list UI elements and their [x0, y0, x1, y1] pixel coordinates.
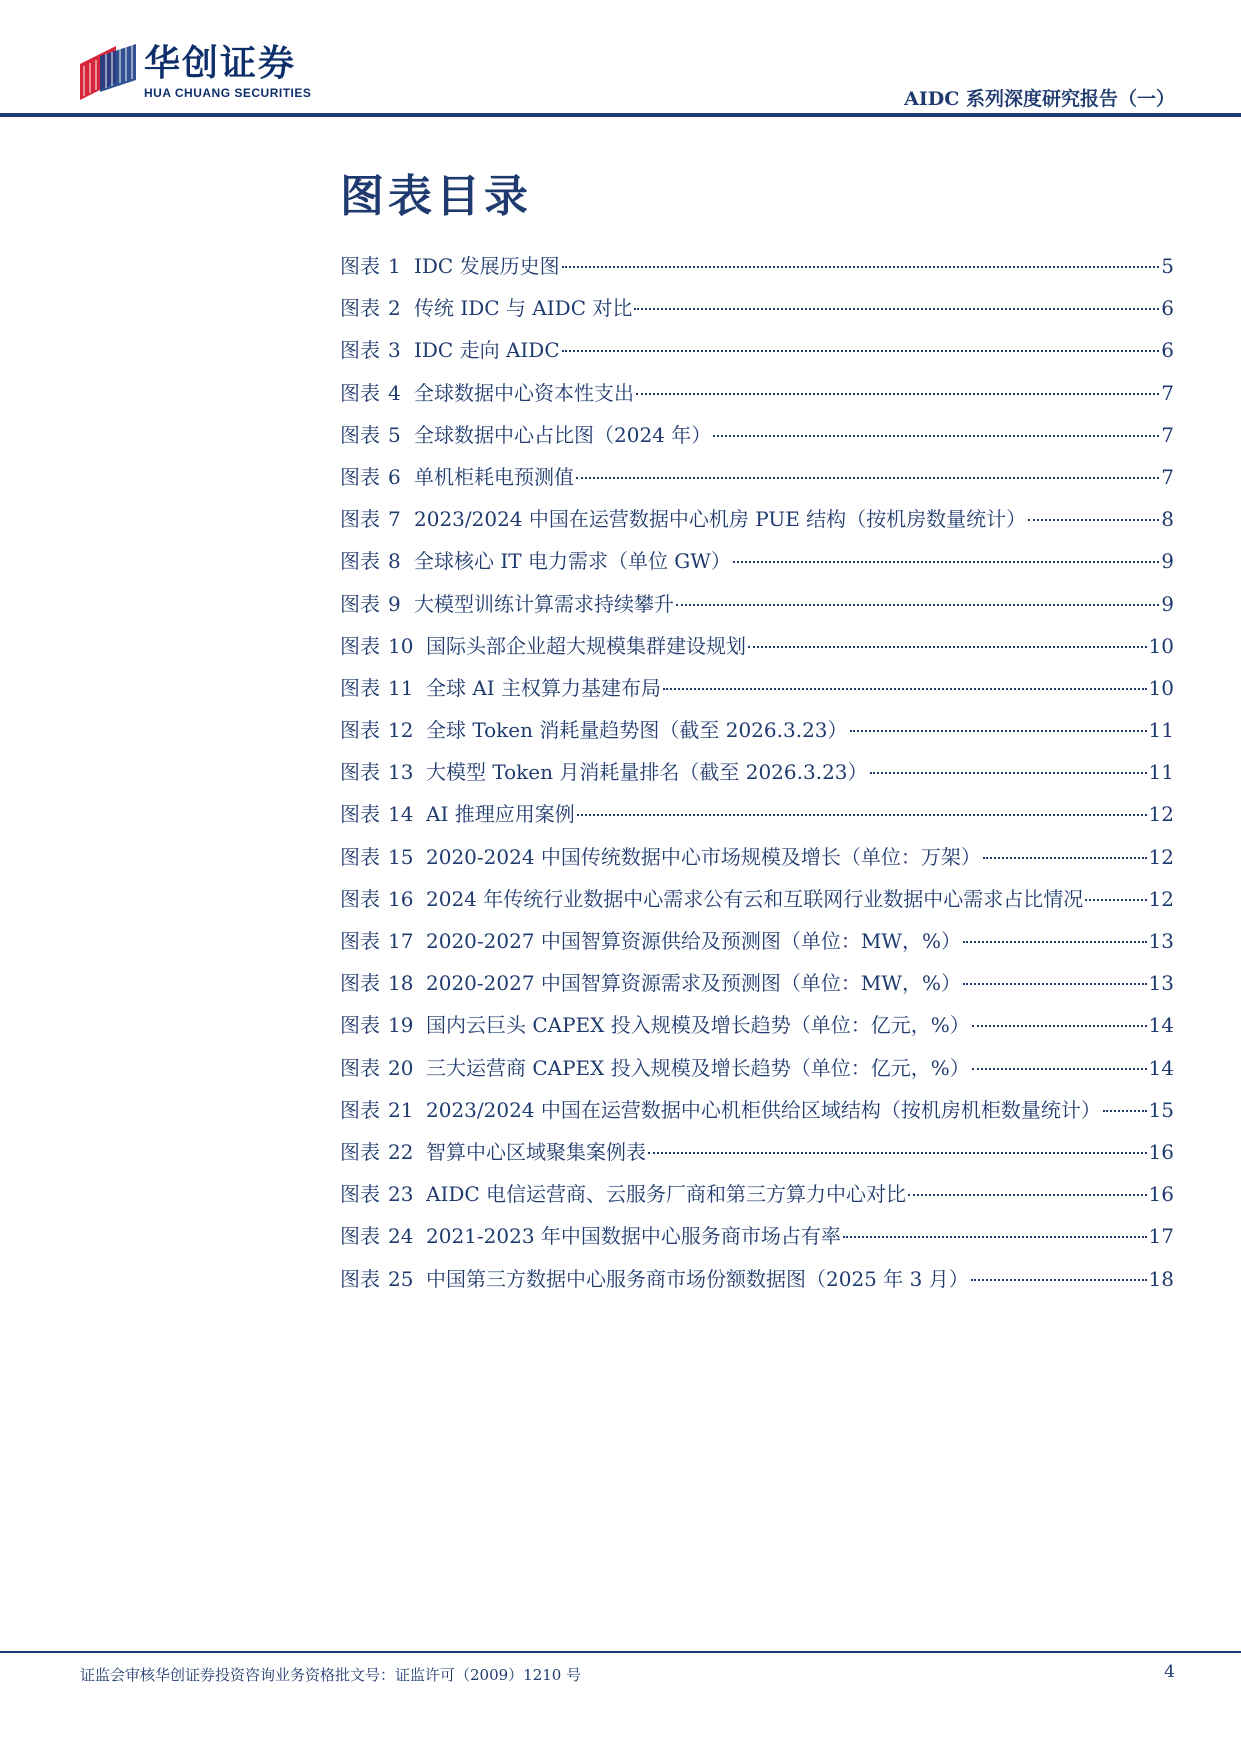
toc-entry-page: 6	[1161, 296, 1174, 321]
toc-entry[interactable]	[340, 292, 1174, 334]
toc-entry-number: 16	[388, 886, 414, 911]
toc-entry-number: 8	[388, 549, 401, 574]
toc-entry-leader-dots	[748, 646, 1147, 648]
toc-entry-number: 19	[388, 1013, 414, 1038]
toc-entry[interactable]	[340, 250, 1174, 292]
toc-entry-label: 图表	[340, 422, 380, 447]
toc-entry-page: 12	[1148, 802, 1174, 827]
toc-entry[interactable]	[340, 1220, 1174, 1262]
toc-entry-page: 14	[1148, 1055, 1174, 1080]
toc-entry-page: 7	[1161, 464, 1174, 489]
toc-entry-label: 图表	[340, 591, 380, 616]
toc-entry-page: 6	[1161, 338, 1174, 363]
toc-entry-leader-dots	[972, 1068, 1147, 1070]
toc-entry-leader-dots	[1028, 519, 1159, 521]
toc-entry-label: 图表	[340, 844, 380, 869]
toc-entry[interactable]	[340, 883, 1174, 925]
toc-entry-title: 2020-2024 中国传统数据中心市场规模及增长（单位：万架）	[426, 844, 981, 869]
toc-entry-page: 5	[1161, 254, 1174, 278]
toc-entry-number: 18	[388, 971, 414, 996]
toc-entry[interactable]	[340, 672, 1174, 714]
toc-entry[interactable]	[340, 419, 1174, 461]
toc-entry[interactable]	[340, 925, 1174, 967]
footer-license-text: 证监会审核华创证券投资咨询业务资格批文号：证监许可（2009）1210 号	[80, 1666, 582, 1684]
toc-entry-leader-dots	[663, 688, 1146, 690]
toc-entry[interactable]	[340, 461, 1174, 503]
toc-entry-leader-dots	[983, 857, 1147, 859]
toc-entry[interactable]	[340, 1052, 1174, 1094]
toc-entry-title: 大模型 Token 月消耗量排名（截至 2026.3.23）	[426, 760, 868, 785]
toc-entry-label: 图表	[340, 929, 380, 953]
toc-entry-leader-dots	[733, 561, 1159, 563]
toc-entry-number: 15	[388, 844, 414, 869]
toc-entry-number: 7	[388, 507, 401, 532]
toc-entry-title: 全球核心 IT 电力需求（单位 GW）	[414, 549, 731, 574]
toc-entry-page: 16	[1148, 1139, 1174, 1164]
toc-list	[340, 250, 1174, 1305]
toc-entry-leader-dots	[576, 477, 1159, 479]
toc-entry-title: 2023/2024 中国在运营数据中心机柜供给区域结构（按机房机柜数量统计）	[426, 1097, 1101, 1122]
toc-entry[interactable]	[340, 1178, 1174, 1220]
toc-entry[interactable]	[340, 1263, 1174, 1305]
toc-entry-number: 11	[388, 675, 414, 700]
toc-entry-label: 图表	[340, 1013, 380, 1038]
toc-entry-leader-dots	[972, 1025, 1147, 1027]
toc-entry-page: 16	[1148, 1182, 1174, 1207]
toc-entry-number: 14	[388, 802, 414, 827]
toc-entry-leader-dots	[1103, 1110, 1147, 1112]
toc-entry-label: 图表	[340, 507, 380, 532]
toc-entry-title: 全球 Token 消耗量趋势图（截至 2026.3.23）	[426, 718, 848, 743]
toc-entry-number: 21	[388, 1097, 414, 1122]
toc-entry-label: 图表	[340, 802, 380, 827]
toc-entry-title: 2023/2024 中国在运营数据中心机房 PUE 结构（按机房数量统计）	[414, 507, 1027, 532]
toc-entry-leader-dots	[577, 814, 1147, 816]
toc-entry-leader-dots	[562, 350, 1160, 352]
toc-entry-title: 传统 IDC 与 AIDC 对比	[414, 296, 633, 321]
toc-entry-page: 12	[1148, 844, 1174, 869]
toc-entry[interactable]	[340, 588, 1174, 630]
toc-entry[interactable]	[340, 1136, 1174, 1178]
toc-entry-page: 17	[1148, 1224, 1174, 1249]
toc-entry-leader-dots	[850, 730, 1147, 732]
logo-text-cn: 华创证券	[144, 43, 297, 84]
toc-entry-label: 图表	[340, 464, 380, 489]
toc-entry-leader-dots	[908, 1194, 1147, 1196]
toc-entry-page: 12	[1148, 886, 1174, 911]
toc-entry-leader-dots	[971, 1279, 1147, 1281]
logo-mark-icon	[80, 44, 136, 100]
toc-entry-page: 13	[1148, 929, 1174, 953]
toc-entry-leader-dots	[963, 983, 1147, 985]
toc-entry-title: 国内云巨头 CAPEX 投入规模及增长趋势（单位：亿元，%）	[426, 1013, 970, 1038]
toc-entry-number: 6	[388, 464, 401, 489]
toc-entry-page: 15	[1148, 1097, 1174, 1122]
report-title: AIDC 系列深度研究报告（一）	[904, 88, 1175, 110]
toc-entry-page: 9	[1161, 549, 1174, 574]
toc-entry-title: AIDC 电信运营商、云服务厂商和第三方算力中心对比	[426, 1182, 907, 1207]
toc-entry-number: 4	[388, 380, 401, 405]
toc-entry-title: 中国第三方数据中心服务商市场份额数据图（2025 年 3 月）	[426, 1266, 969, 1291]
toc-entry-leader-dots	[1085, 899, 1146, 901]
toc-entry-title: IDC 发展历史图	[414, 254, 560, 278]
toc-entry[interactable]	[340, 1009, 1174, 1051]
toc-entry-label: 图表	[340, 296, 380, 321]
toc-entry-label: 图表	[340, 1139, 380, 1164]
toc-entry-number: 24	[388, 1224, 414, 1249]
toc-entry-label: 图表	[340, 254, 380, 278]
toc-entry-page: 10	[1148, 633, 1174, 658]
toc-entry-page: 9	[1161, 591, 1174, 616]
toc-entry-label: 图表	[340, 549, 380, 574]
toc-entry-page: 11	[1148, 718, 1174, 743]
toc-entry-leader-dots	[562, 266, 1160, 268]
toc-entry-page: 7	[1161, 380, 1174, 405]
toc-entry-number: 1	[388, 254, 401, 278]
toc-entry-number: 20	[388, 1055, 414, 1080]
toc-entry-title: 国际头部企业超大规模集群建设规划	[426, 633, 746, 658]
toc-entry-title: 全球数据中心资本性支出	[414, 380, 634, 405]
toc-entry[interactable]	[340, 841, 1174, 883]
toc-entry-title: 2020-2027 中国智算资源需求及预测图（单位：MW，%）	[426, 971, 961, 996]
toc-entry-label: 图表	[340, 1097, 380, 1122]
toc-entry-label: 图表	[340, 338, 380, 363]
toc-entry-title: 全球数据中心占比图（2024 年）	[414, 422, 712, 447]
toc-entry[interactable]	[340, 630, 1174, 672]
logo-text-en: HUA CHUANG SECURITIES	[144, 86, 312, 100]
toc-entry-label: 图表	[340, 971, 380, 996]
toc-entry-number: 22	[388, 1139, 414, 1164]
toc-entry-leader-dots	[713, 435, 1159, 437]
toc-entry-title: 三大运营商 CAPEX 投入规模及增长趋势（单位：亿元，%）	[426, 1055, 970, 1080]
toc-entry-number: 10	[388, 633, 414, 658]
toc-entry-leader-dots	[963, 941, 1147, 943]
toc-entry[interactable]	[340, 967, 1174, 1009]
toc-entry-label: 图表	[340, 886, 380, 911]
toc-entry-leader-dots	[676, 604, 1159, 606]
toc-entry-title: AI 推理应用案例	[426, 802, 575, 827]
toc-entry[interactable]	[340, 334, 1174, 376]
toc-entry-number: 13	[388, 760, 414, 785]
toc-entry[interactable]	[340, 798, 1174, 840]
toc-entry-leader-dots	[648, 1152, 1147, 1154]
toc-entry-page: 11	[1148, 760, 1174, 785]
toc-entry-title: 大模型训练计算需求持续攀升	[414, 591, 674, 616]
toc-entry-page: 8	[1161, 507, 1174, 532]
toc-entry[interactable]	[340, 756, 1174, 798]
toc-entry-page: 10	[1148, 675, 1174, 700]
toc-entry-label: 图表	[340, 675, 380, 700]
toc-entry-title: 全球 AI 主权算力基建布局	[426, 675, 662, 700]
toc-entry-title: 2024 年传统行业数据中心需求公有云和互联网行业数据中心需求占比情况	[426, 886, 1084, 911]
toc-entry-number: 3	[388, 338, 401, 363]
toc-entry-number: 23	[388, 1182, 414, 1207]
toc-entry-title: 2020-2027 中国智算资源供给及预测图（单位：MW，%）	[426, 929, 961, 953]
toc-entry-title: 智算中心区域聚集案例表	[426, 1139, 646, 1164]
toc-entry-label: 图表	[340, 1266, 380, 1291]
toc-entry-label: 图表	[340, 633, 380, 658]
toc-entry-leader-dots	[634, 308, 1159, 310]
toc-entry-label: 图表	[340, 380, 380, 405]
toc-entry-number: 12	[388, 718, 414, 743]
toc-entry-title: 2021-2023 年中国数据中心服务商市场占有率	[426, 1224, 841, 1249]
toc-entry-leader-dots	[870, 772, 1147, 774]
toc-entry[interactable]	[340, 714, 1174, 756]
toc-entry[interactable]	[340, 503, 1174, 545]
toc-entry-page: 14	[1148, 1013, 1174, 1038]
toc-entry-page: 13	[1148, 971, 1174, 996]
toc-entry-label: 图表	[340, 1224, 380, 1249]
footer-divider	[0, 1651, 1241, 1653]
toc-entry[interactable]	[340, 377, 1174, 419]
toc-entry-leader-dots	[843, 1236, 1147, 1238]
toc-entry-number: 2	[388, 296, 401, 321]
toc-entry-label: 图表	[340, 1055, 380, 1080]
toc-entry-title: IDC 走向 AIDC	[414, 338, 560, 363]
toc-entry-page: 7	[1161, 422, 1174, 447]
toc-entry-label: 图表	[340, 760, 380, 785]
toc-entry-page: 18	[1148, 1266, 1174, 1291]
header-divider	[0, 113, 1241, 117]
page-header	[0, 0, 1241, 120]
toc-entry-number: 17	[388, 929, 414, 953]
toc-entry-title: 单机柜耗电预测值	[414, 464, 574, 489]
toc-heading: 图表目录	[340, 171, 532, 222]
toc-entry[interactable]	[340, 545, 1174, 587]
toc-entry-number: 25	[388, 1266, 414, 1291]
toc-entry[interactable]	[340, 1094, 1174, 1136]
page-number: 4	[1164, 1662, 1175, 1682]
toc-entry-number: 5	[388, 422, 401, 447]
toc-entry-label: 图表	[340, 1182, 380, 1207]
toc-entry-label: 图表	[340, 718, 380, 743]
toc-entry-number: 9	[388, 591, 401, 616]
toc-entry-leader-dots	[636, 393, 1159, 395]
